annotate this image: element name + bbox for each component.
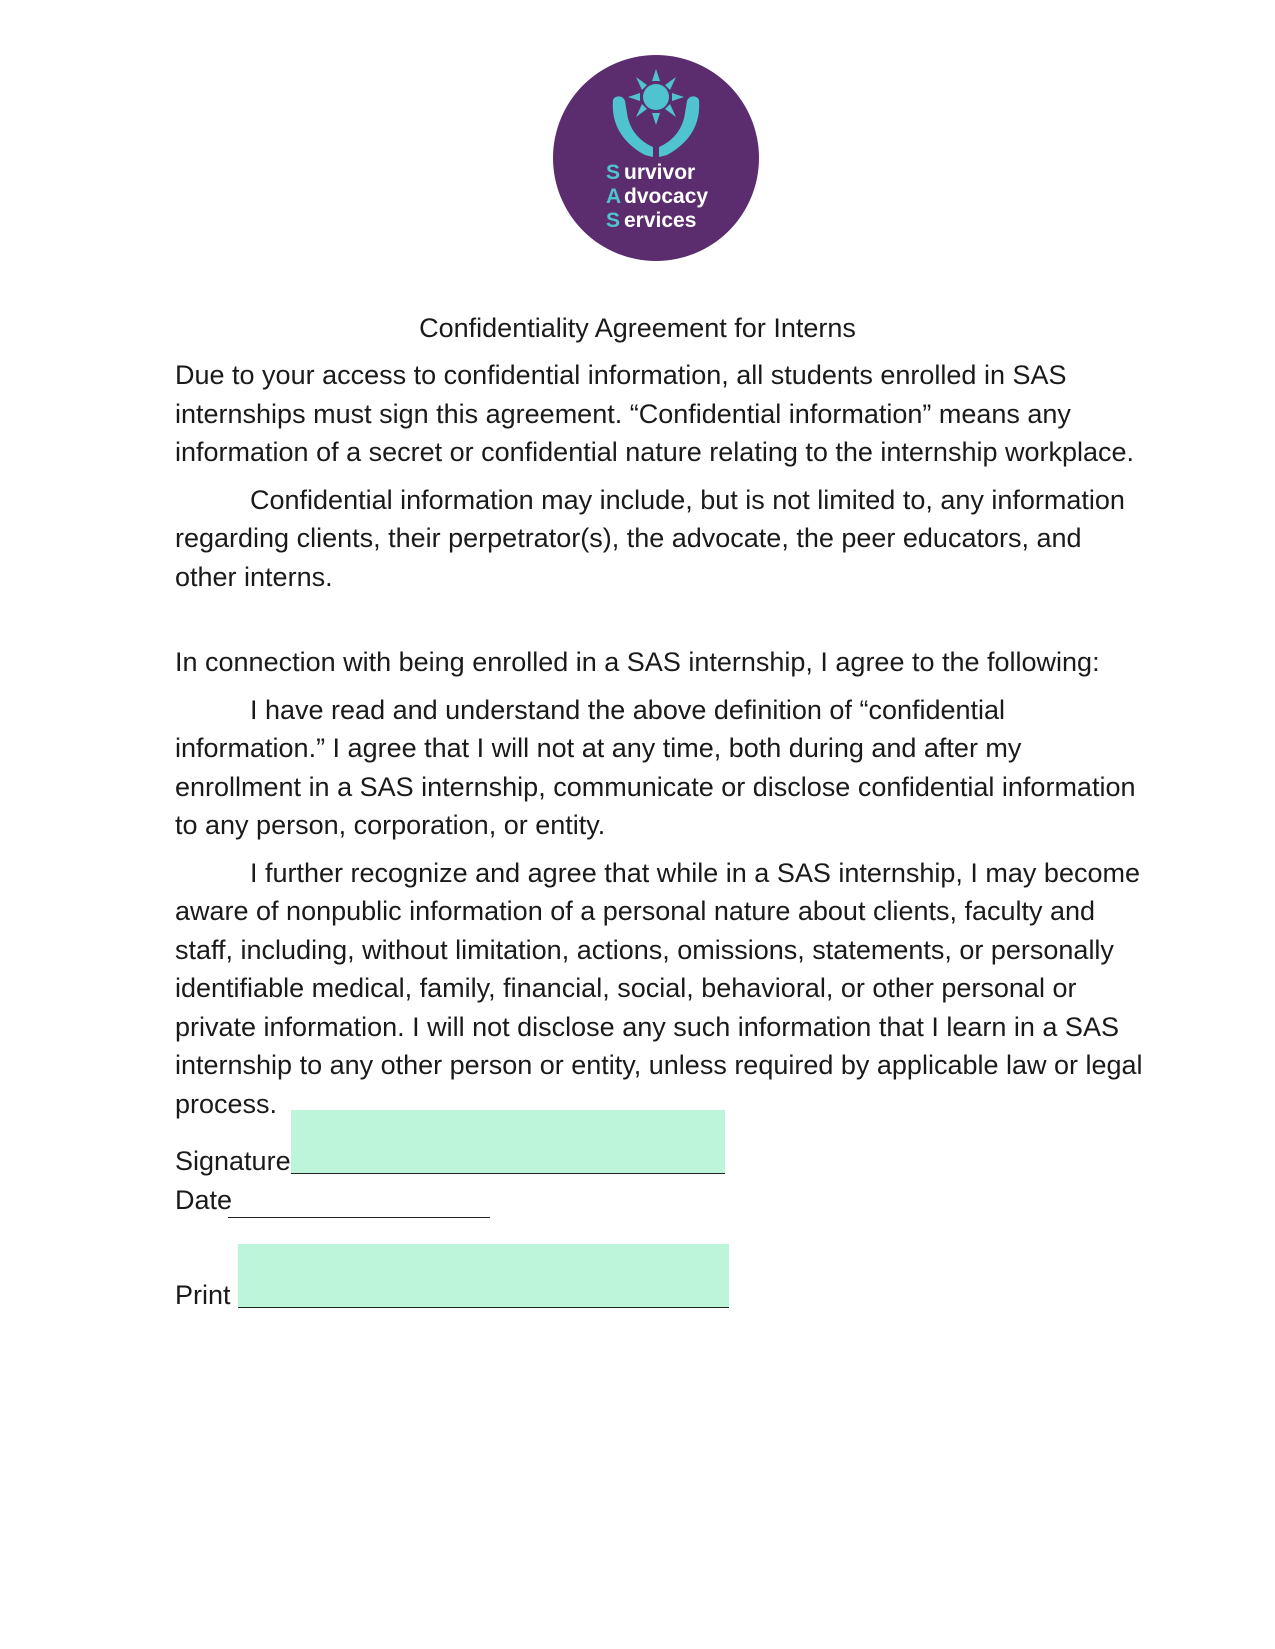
signature-field[interactable] <box>291 1110 725 1174</box>
logo-line3: ervices <box>624 209 697 232</box>
sun-icon <box>628 69 684 125</box>
logo-line2: dvocacy <box>624 185 709 208</box>
paragraph-nondisclosure: I have read and understand the above definition of “confidential information.” I agree that I will not at any time, both during and after my enrollment in a SAS internship, communicate or disclose confidential information to any person, corporation, or entity. <box>175 694 1136 840</box>
paragraph-intro: Due to your access to confidential information, all students enrolled in SAS internships must sign this agreement. “Confidential information” means any information of a secret or confidential nature relating to the internship workplace. <box>175 360 1135 467</box>
paragraph-nonpublic-info: I further recognize and agree that while in a SAS internship, I may become aware of nonpublic information of a personal nature about clients, faculty and staff, including, without limitation, actions, omissions, statements, or personally identifiable medical, family, financial, social, behavioral, or other personal or private information. I will not disclose any such information that I learn in a SAS internship to any other person or entity, unless required by applicable law or legal process. <box>175 857 1143 1119</box>
signature-label: Signature <box>175 1146 291 1176</box>
sas-logo-graphic <box>553 55 759 261</box>
date-field[interactable] <box>228 1182 490 1218</box>
logo-line1: urvivor <box>624 161 696 184</box>
paragraph-definition: Confidential information may include, but is not limited to, any information regarding clients, their perpetrator(s), the advocate, the peer educators, and other interns. <box>175 484 1125 592</box>
sas-logo <box>553 55 759 261</box>
logo-initial-a: A <box>606 185 622 208</box>
page-title: Confidentiality Agreement for Interns <box>419 313 856 343</box>
agreement-body <box>175 356 1145 1132</box>
print-name-field[interactable] <box>238 1244 729 1308</box>
paragraph-agree-lead: In connection with being enrolled in a SAS internship, I agree to the following: <box>175 647 1100 677</box>
date-label: Date <box>175 1185 233 1215</box>
print-label: Print <box>175 1280 231 1310</box>
logo-initial-s1: S <box>606 161 621 184</box>
logo-initial-s2: S <box>606 209 621 232</box>
